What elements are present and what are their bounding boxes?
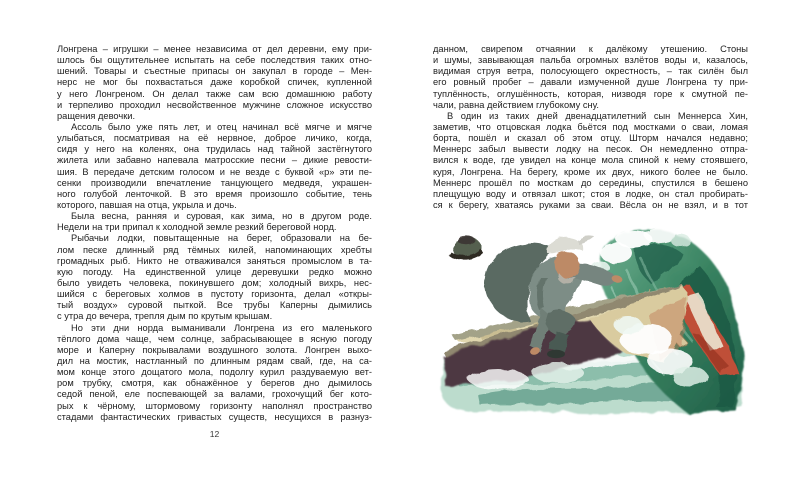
text-line: ного голубой ленточкой. В это время произошло событие, тень bbox=[57, 188, 372, 199]
text-line: сенки производили впечатление танцующего медведя, украшен- bbox=[57, 177, 372, 188]
text-line: улыбаться, посматривая на её нервное, доброе личико, когда, bbox=[57, 133, 372, 144]
text-line: лом песке длинный ряд тёмных килей, напоминающих хребты bbox=[57, 244, 372, 255]
man-boot bbox=[547, 350, 565, 358]
text-line: Лонгрена – игрушки – менее независима от дел деревни, ему при- bbox=[57, 44, 372, 54]
text-line: чали, равна действием глубокому сну. bbox=[433, 99, 599, 110]
text-line: жилета или забавно напевала матросские песни – дикие ревости- bbox=[57, 155, 372, 166]
text-line: Меннерс прошёл по мосткам до середины, спустился в бешено bbox=[433, 177, 748, 188]
text-line: тёплого дома чаще, чем солнце, забрасывающее в ясную погоду bbox=[57, 333, 372, 344]
text-line: Но эти дни норда выманивали Лонгрена из его маленького bbox=[71, 322, 372, 333]
text-line: Рыбачьи лодки, повытащенные на берег, образовали на бе- bbox=[71, 233, 372, 244]
text-line: Была весна, ранняя и суровая, как зима, но в другом роде. bbox=[71, 211, 372, 222]
text-line: рых к чёрному, штормовому горизонту наполнял пространство bbox=[57, 400, 372, 411]
text-line: ращения девочки. bbox=[57, 110, 136, 121]
text-line: море и Каперну покрывалами воздушного золота. Лонгрен выхо- bbox=[57, 344, 372, 355]
text-line: нерс не мог бы похвастаться даже коробкой спичек, купленной bbox=[57, 77, 372, 88]
text-line: Меннерс забыл вывести лодку на песок. Он немедленно отпра- bbox=[433, 144, 748, 155]
text-line: и шумы, завывающая пальба огромных взлётов воды и, казалось, bbox=[433, 55, 748, 66]
flying-hat bbox=[448, 237, 483, 260]
left-page-text bbox=[57, 44, 372, 423]
text-line: кую погоду. На единственной улице деревушки редко можно bbox=[57, 266, 372, 277]
text-line: дил на мостик, настланный по длинным рядам свай, где, на са- bbox=[57, 355, 372, 366]
text-line: туплённость, оглушённость, которая, низводя горе к смутной пе- bbox=[433, 88, 748, 99]
text-line: тый воздух» суровой пыткой. Все трубы Каперны дымились bbox=[57, 300, 372, 311]
text-line: седой пеной, еле поспевающей за валами, грохочущий бег кото- bbox=[57, 389, 372, 400]
text-line: было увидеть человека, покинувшего дом; холодный вихрь, нес- bbox=[57, 277, 372, 288]
text-line: шений. Товары и съестные припасы он закупал в городе – Мен- bbox=[57, 66, 372, 77]
text-line: В один из таких дней двенадцатилетний сын Меннерса Хин, bbox=[447, 110, 748, 121]
text-line: с утра до вечера, трепля дым по крутым крышам. bbox=[57, 311, 273, 322]
text-line: шийся с береговых холмов в пустоту горизонта, делал «откры- bbox=[57, 289, 372, 300]
text-line: заметив, что отцовская лодка бьётся под мостками о сваи, ломая bbox=[433, 121, 748, 132]
illustration-man-in-storm-boat bbox=[438, 227, 752, 419]
text-line: ся к берегу, хватаясь руками за сваи. Вёсла он не взял, и в тот bbox=[433, 199, 748, 210]
page-number: 12 bbox=[209, 429, 220, 439]
text-line: которого, павшая на отца, укрыла и дочь. bbox=[57, 199, 237, 210]
text-line: вился к воде, где увидел на конце мола спиной к нему стоявшего, bbox=[433, 155, 748, 166]
text-line: его ровный пробег – давали измученной душе Лонгрена ту при- bbox=[433, 77, 748, 88]
hat-top-shade bbox=[458, 237, 476, 245]
text-line: ром трубку, смотря, как обнажённое у берегов дно дымилось bbox=[57, 378, 372, 389]
text-line: видимая струя ветра, полосующего окрестность, – так силён был bbox=[433, 66, 748, 77]
text-line: у него Лонгреном. Он делал также сам всю домашнюю работу bbox=[57, 88, 372, 99]
text-line: стадами фантастических гривастых существ, несущихся в разнуз- bbox=[57, 411, 372, 422]
text-line: данном, свирепом отчаянии к далёкому утешению. Стоны bbox=[433, 44, 748, 54]
text-line: сидя у него на коленях, она трудилась над тайной застёгнутого bbox=[57, 144, 372, 155]
text-line: Ассоль было уже пять лет, и отец начинал всё мягче и мягче bbox=[71, 121, 372, 132]
text-line: шия. В передаче детским голосом и не везде с буквой «р» эти пе- bbox=[57, 166, 372, 177]
text-line: плещущую воду и отвязал шкот; стоя в лодке, он стал пробирать- bbox=[433, 188, 748, 199]
text-line: шлось бы ощутительнее испытать на себе последствия таких отно- bbox=[57, 55, 372, 66]
text-line: куря, Лонгрена. На берегу, кроме их двух, никого более не было. bbox=[433, 166, 748, 177]
man-hair-tuft bbox=[576, 234, 594, 244]
text-line: борта, пошёл и сказал об этом отцу. Шторм начался недавно; bbox=[433, 133, 748, 144]
right-page-text bbox=[433, 44, 748, 211]
text-line: и терпеливо проходил несвойственное мужчине сложное искусство bbox=[57, 99, 372, 110]
text-line: Недели на три припал к холодной земле резкий береговой норд. bbox=[57, 222, 337, 233]
text-line: мом конце этого дощатого мола, подолгу курил раздуваемую вет- bbox=[57, 367, 372, 378]
text-line: громадных рыб. Никто не отваживался заняться промыслом в та- bbox=[57, 255, 372, 266]
